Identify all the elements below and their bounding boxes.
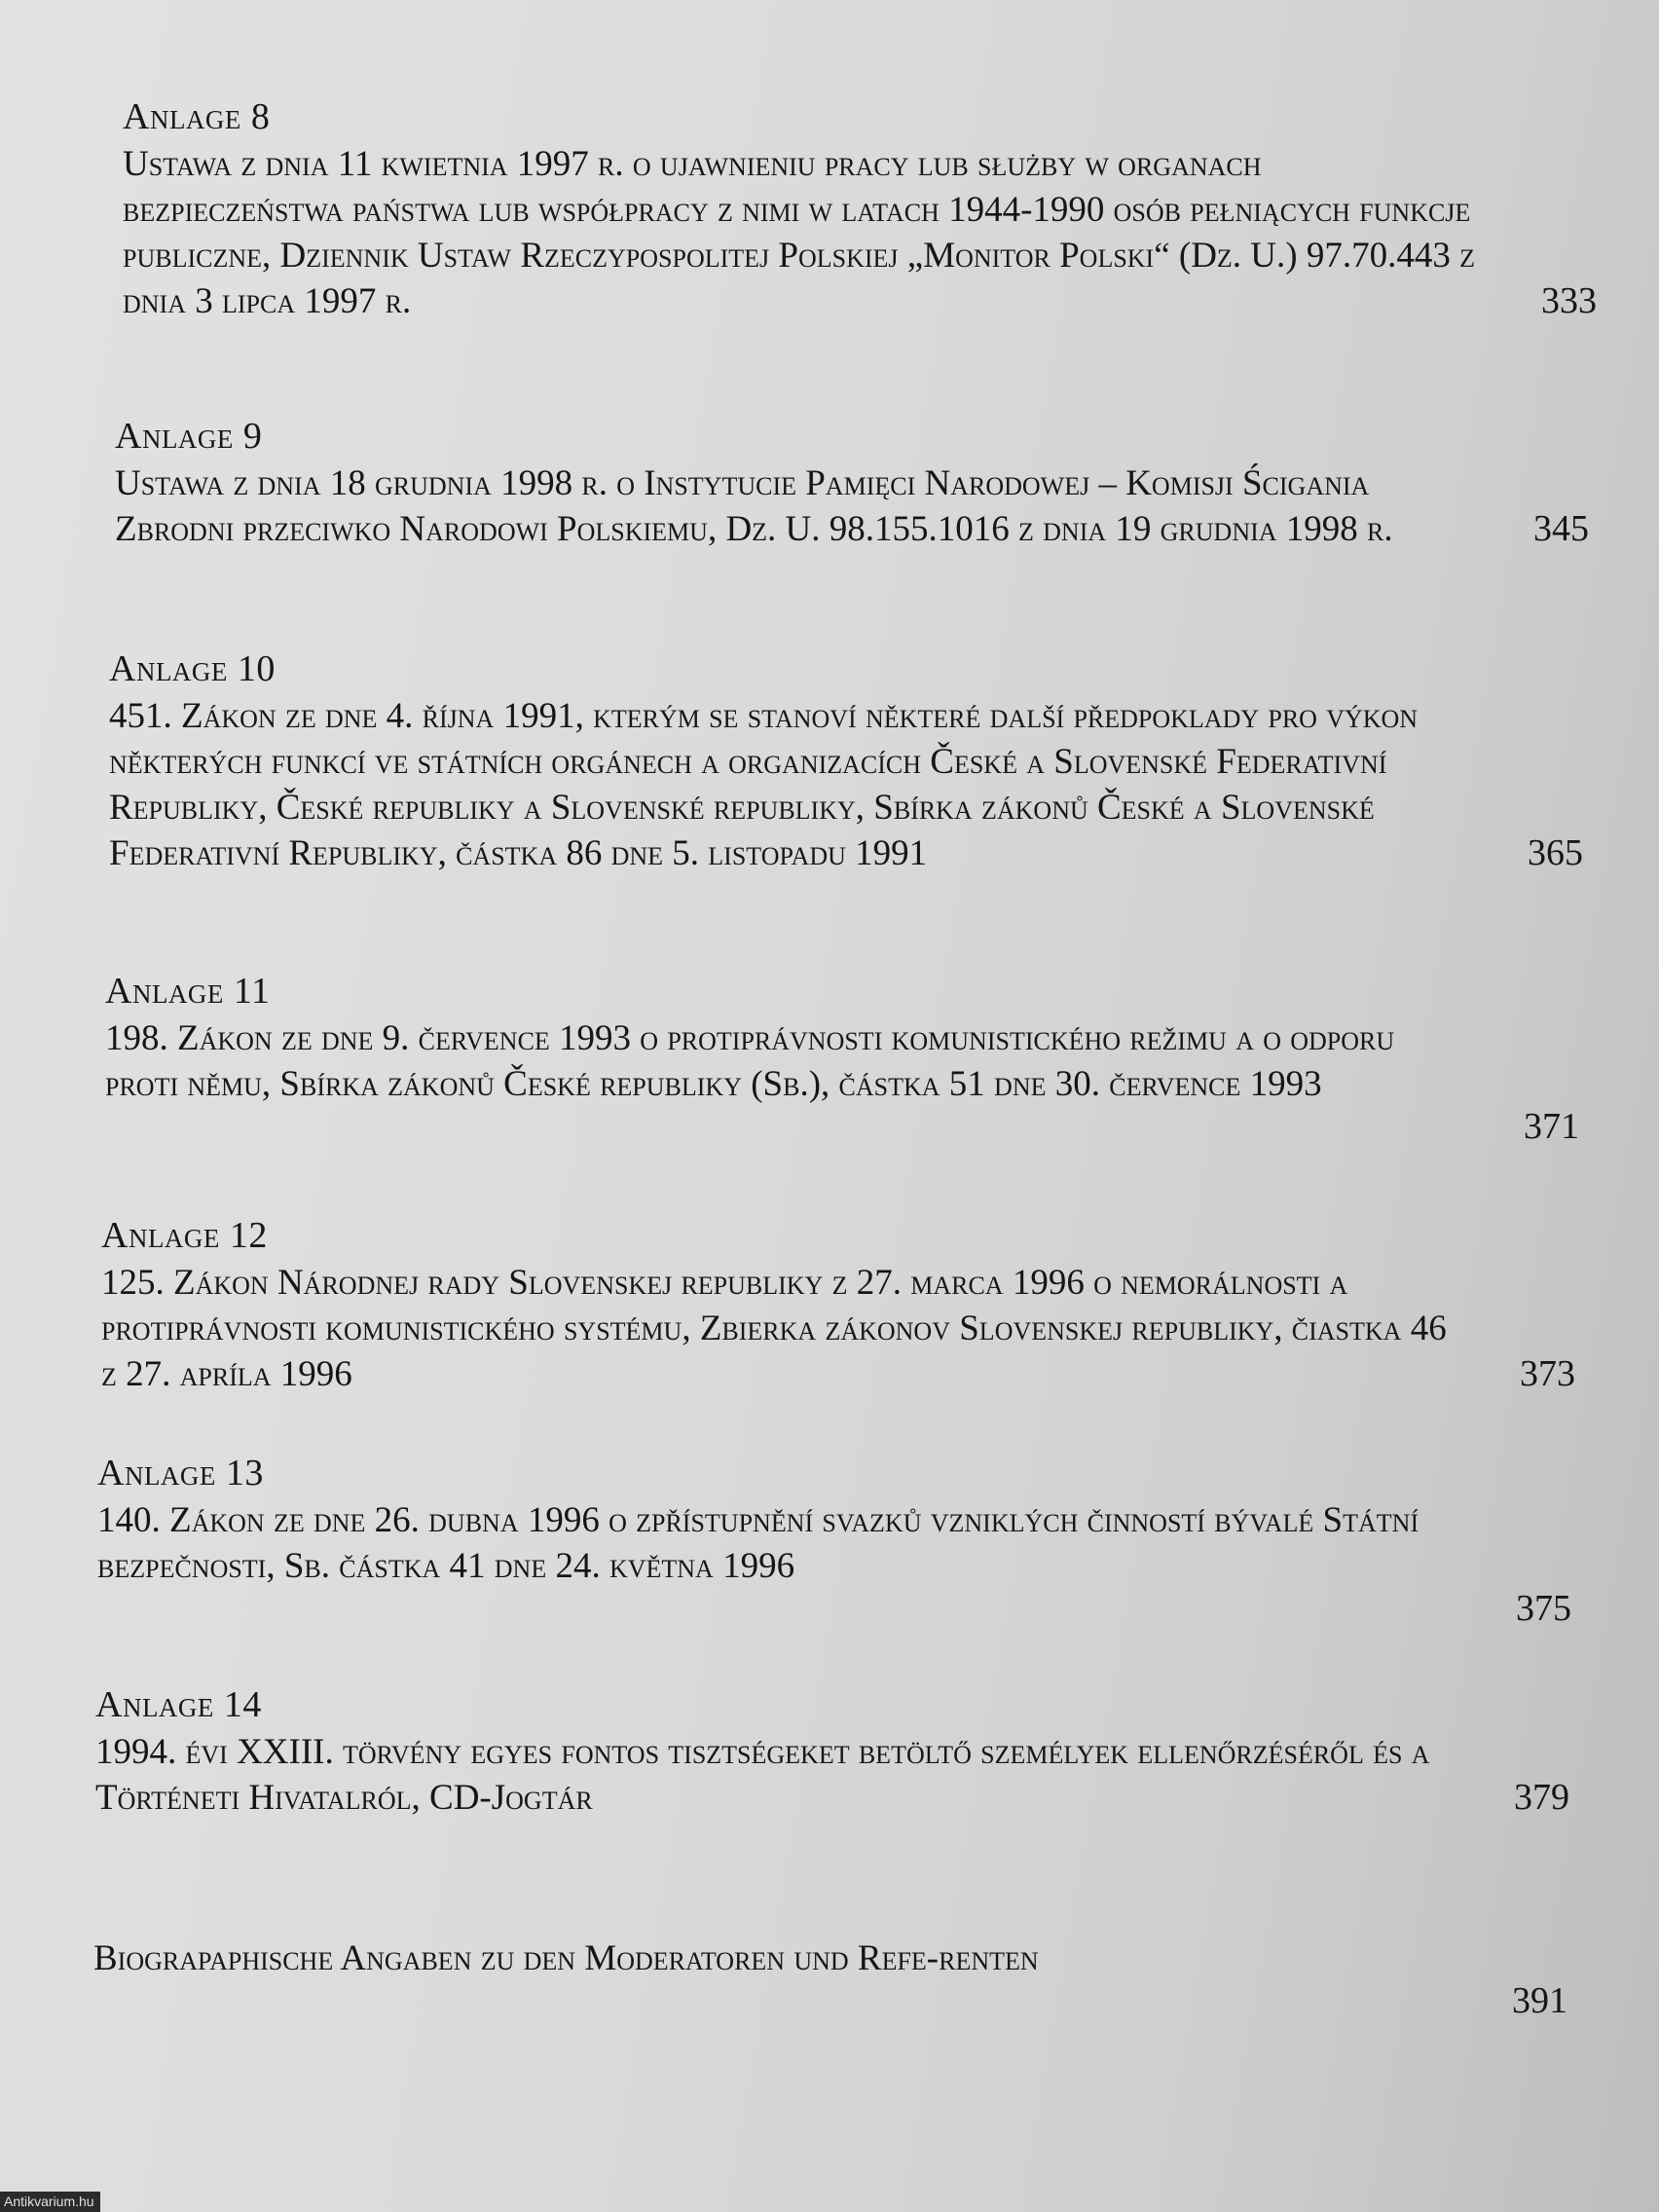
- entry-title: 140. Zákon ze dne 26. dubna 1996 o zpřístupnění svazků vzniklých činností bývalé Státní bezpečnosti, Sb. částka 41 dne 24. května 1996: [97, 1500, 1419, 1586]
- toc-entry-anlage-9: [115, 414, 1595, 552]
- entry-label: Anlage 10: [109, 648, 276, 689]
- page-number: 391: [1512, 1980, 1567, 2021]
- toc-entry-anlage-14: [95, 1682, 1575, 1821]
- entry-label: Anlage 11: [105, 971, 271, 1012]
- entry-title: Biograpaphische Angaben zu den Moderatoren und Refe-renten: [93, 1938, 1039, 1978]
- entry-title: 451. Zákon ze dne 4. října 1991, kterým se stanoví některé další předpoklady pro výkon některých funkcí ve státních orgánech a organizacích České a Slovenské Federativní Republiky, České republiky a Slovenské republiky, Sbírka zákonů České a Slovenské Federativní Republiky, částka 86 dne 5. listopadu 1991: [109, 696, 1419, 873]
- watermark: Antikvarium.hu: [0, 2192, 100, 2212]
- page-number: 365: [1528, 832, 1583, 873]
- toc-entry-anlage-13: [97, 1451, 1577, 1629]
- toc-entry-anlage-12: [101, 1213, 1581, 1397]
- page-number: 345: [1533, 508, 1589, 549]
- page-number: 333: [1541, 280, 1597, 321]
- toc-entry-anlage-11: [105, 969, 1585, 1147]
- entry-label: Anlage 12: [101, 1215, 268, 1256]
- entry-title: 1994. évi XXIII. törvény egyes fontos tisztségeket betöltő személyek ellenőrzéséről és a Történeti Hivatalról, CD-Jogtár: [95, 1732, 1430, 1818]
- page-number: 371: [1524, 1106, 1579, 1147]
- toc-entry-anlage-8: [123, 94, 1603, 324]
- entry-title: 198. Zákon ze dne 9. července 1993 o protiprávnosti komunistického režimu a o odporu proti němu, Sbírka zákonů České republiky (Sb.), částka 51 dne 30. července 1993: [105, 1018, 1395, 1104]
- toc-entry-anlage-10: [109, 646, 1589, 876]
- toc-entry-biographische-angaben: [93, 1936, 1573, 2021]
- entry-title: 125. Zákon Národnej rady Slovenskej republiky z 27. marca 1996 o nemorálnosti a protiprávnosti komunistického systému, Zbierka zákonov Slovenskej republiky, čiastka 46 z 27. apríla 1996: [101, 1263, 1447, 1394]
- entry-label: Anlage 14: [95, 1684, 262, 1725]
- entry-label: Anlage 9: [115, 416, 263, 457]
- entry-title: Ustawa z dnia 11 kwietnia 1997 r. o ujawnieniu pracy lub służby w organach bezpieczeństwa państwa lub współpracy z nimi w latach 1944-1990 osób pełniących funkcje publiczne, Dziennik Ustaw Rzeczypospolitej Polskiej „Monitor Polski“ (Dz. U.) 97.70.443 z dnia 3 lipca 1997 r.: [123, 144, 1475, 321]
- page-number: 373: [1520, 1353, 1575, 1394]
- entry-label: Anlage 8: [123, 96, 271, 137]
- entry-title: Ustawa z dnia 18 grudnia 1998 r. o Instytucie Pamięci Narodowej – Komisji Ścigania Zbrodni przeciwko Narodowi Polskiemu, Dz. U. 98.155.1016 z dnia 19 grudnia 1998 r.: [115, 463, 1393, 549]
- page-number: 375: [1516, 1588, 1571, 1629]
- entry-label: Anlage 13: [97, 1453, 264, 1493]
- page-number: 379: [1514, 1777, 1569, 1818]
